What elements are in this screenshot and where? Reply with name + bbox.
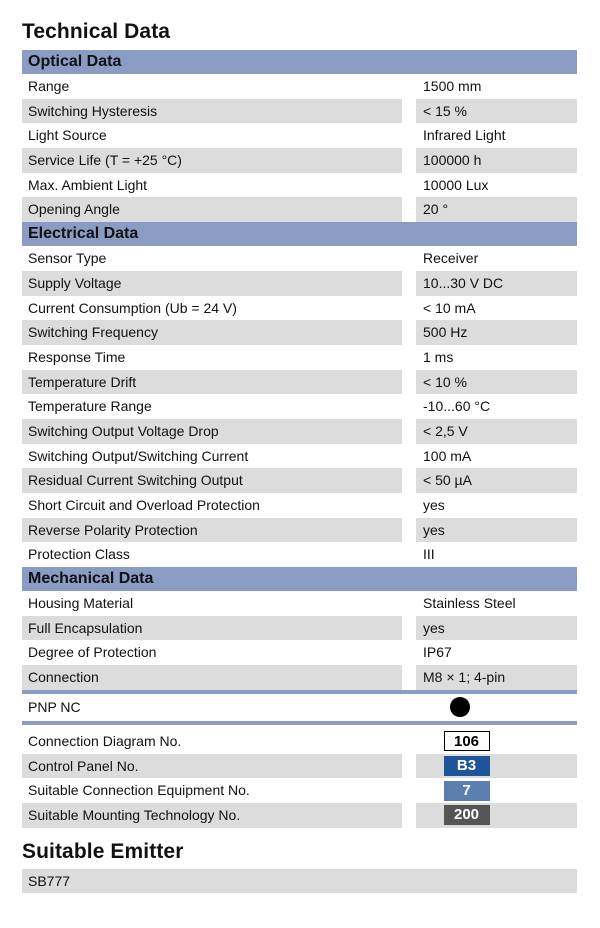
table-row [22,246,577,271]
row-value: III [423,546,435,563]
table-row [22,493,577,518]
table-row [22,370,577,395]
row-value: yes [423,497,445,513]
row-label: Response Time [28,348,126,365]
row-value: < 10 % [423,373,467,390]
table-row [22,616,577,641]
row-label: Suitable Connection Equipment No. [28,782,250,799]
row-label: Switching Output Voltage Drop [28,422,219,439]
emitter-title: Suitable Emitter [22,840,184,863]
divider [22,721,577,725]
table-row [22,778,577,803]
row-value: 20 ° [423,201,449,218]
table-row [22,320,577,345]
table-row [22,518,577,543]
row-label: Full Encapsulation [28,619,143,636]
row-label: Connection [28,669,99,686]
row-label: Opening Angle [28,201,120,218]
row-value: 10...30 V DC [423,274,504,291]
row-label: Control Panel No. [28,757,139,774]
filled-dot-icon [450,697,470,717]
output-row [22,694,577,721]
table-row [22,665,577,690]
row-value: 100 mA [423,447,472,464]
row-label: Connection Diagram No. [28,732,182,749]
table-row [22,148,577,173]
row-value: Stainless Steel [423,595,516,612]
section-header-electrical: Electrical Data [22,222,577,246]
row-label: Light Source [28,127,107,144]
output-label: PNP NC [28,698,81,715]
table-row [22,394,577,419]
row-value: 500 Hz [423,324,468,341]
row-value: 1 ms [423,348,454,365]
row-value: M8 × 1; 4-pin [423,669,506,686]
page-title: Technical Data [22,20,171,43]
table-row [22,468,577,493]
row-label: Residual Current Switching Output [28,472,243,489]
row-label: Switching Hysteresis [28,102,158,119]
spec-table [22,50,577,828]
row-value: yes [423,619,445,636]
row-label: Current Consumption (Ub = 24 V) [28,299,237,316]
row-value: < 50 µA [423,472,472,489]
table-row [22,803,577,828]
row-label: Temperature Range [28,398,152,415]
table-row [22,345,577,370]
row-label: Range [28,78,70,94]
row-label: Reverse Polarity Protection [28,521,198,538]
row-label: Max. Ambient Light [28,176,148,193]
row-value: 10000 Lux [423,176,489,193]
row-value: < 10 mA [423,299,476,316]
connection-diagram-badge: 106 [444,731,490,751]
row-value: 100000 h [423,152,482,169]
row-label: Service Life (T = +25 °C) [28,152,182,169]
control-panel-badge: B3 [444,756,490,776]
row-value: Receiver [423,250,479,267]
connection-equipment-badge: 7 [444,781,490,801]
table-row [22,444,577,469]
row-label: Protection Class [28,546,130,563]
row-label: Short Circuit and Overload Protection [28,497,260,513]
row-label: Degree of Protection [28,644,157,661]
row-label: Suitable Mounting Technology No. [28,806,241,823]
row-label: Temperature Drift [28,373,137,390]
table-row [22,296,577,321]
row-label: Switching Output/Switching Current [28,447,249,464]
table-row [22,173,577,198]
table-row [22,542,577,567]
table-row [22,74,577,99]
row-label: Supply Voltage [28,274,122,291]
row-label: Housing Material [28,595,134,612]
row-value: < 15 % [423,102,467,119]
table-row [22,640,577,665]
row-value: -10...60 °C [423,398,491,415]
row-value: 1500 mm [423,78,482,94]
table-row [22,197,577,222]
table-row [22,123,577,148]
row-value: yes [423,521,445,538]
row-label: Switching Frequency [28,324,158,341]
section-header-mechanical: Mechanical Data [22,567,577,591]
row-value: Infrared Light [423,127,506,144]
table-row [22,271,577,296]
row-label: Sensor Type [28,250,107,267]
table-row [22,591,577,616]
emitter-value: SB777 [22,869,577,893]
row-value: < 2,5 V [423,422,468,439]
row-value: IP67 [423,644,452,661]
table-row [22,99,577,124]
table-row [22,419,577,444]
section-header-optical: Optical Data [22,50,577,74]
table-row [22,754,577,779]
mounting-technology-badge: 200 [444,805,490,825]
table-row [22,729,577,754]
